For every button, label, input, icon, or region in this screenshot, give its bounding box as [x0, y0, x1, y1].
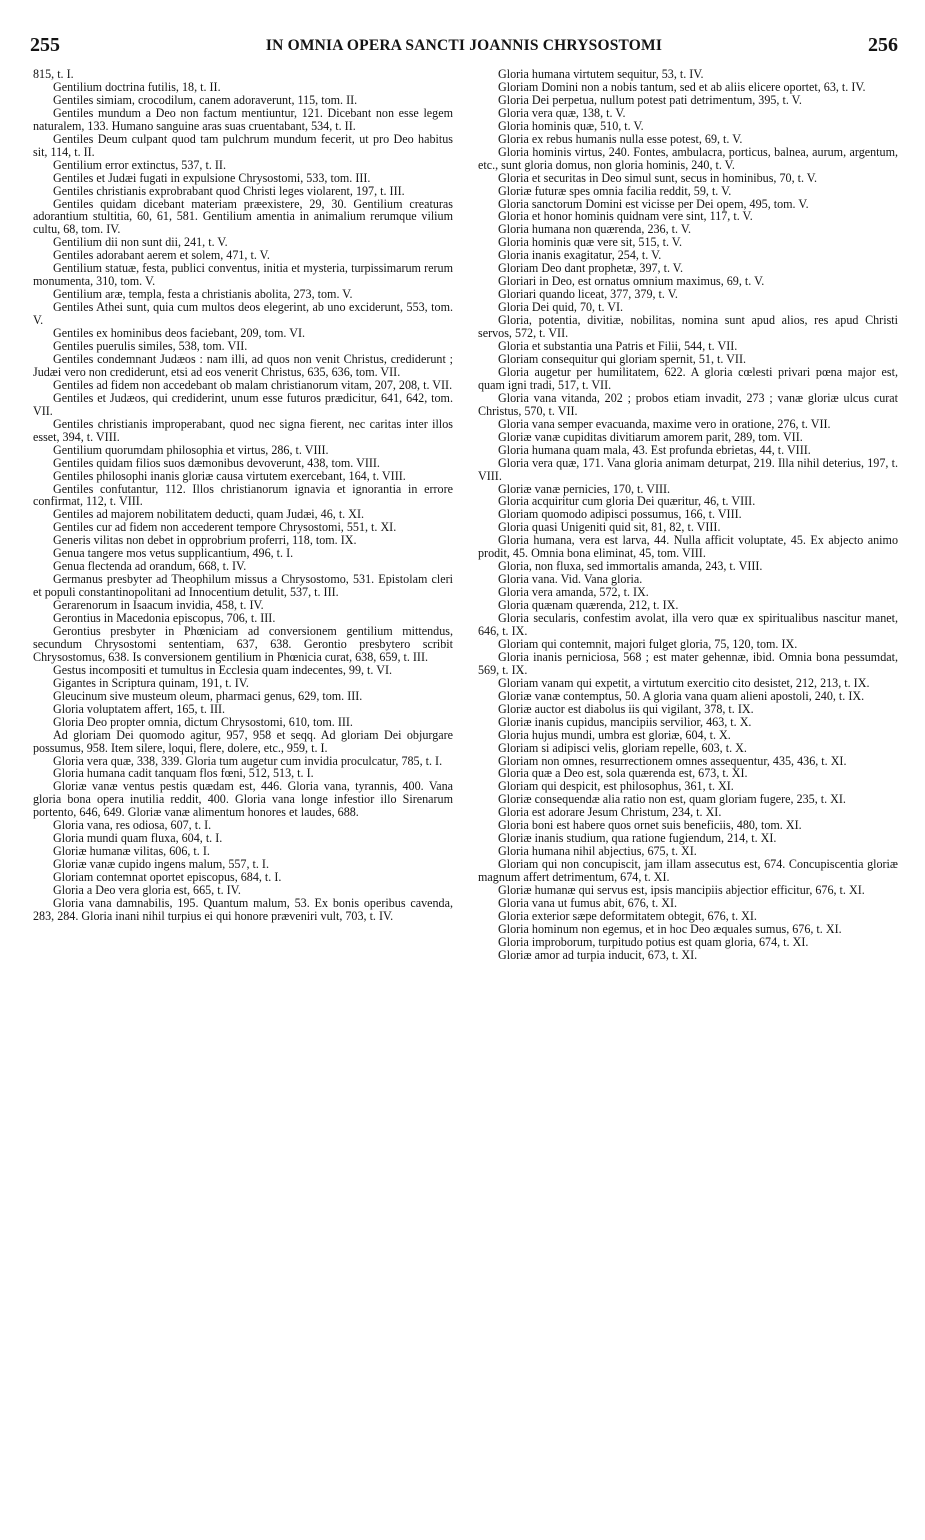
index-entry: Gloriæ vanæ cupido ingens malum, 557, t. I. [53, 857, 269, 872]
index-entry: Gloriæ consequendæ alia ratio non est, quam gloriam fugere, 235, t. XI. [498, 792, 846, 807]
index-entry: Gloria humana nihil abjectius, 675, t. XI. [498, 844, 697, 859]
index-entry: Gloriam consequitur qui gloriam spernit, 51, t. VII. [498, 351, 746, 366]
index-entry: Gloria humana quam mala, 43. Est profunda ebrietas, 44, t. VIII. [498, 442, 811, 457]
index-entry: Gloriam vanam qui expetit, a virtutum exercitio cito desistet, 212, 213, t. IX. [498, 675, 870, 690]
index-entry: Gloria est adorare Jesum Christum, 234, t. XI. [498, 805, 722, 820]
index-entry: Gloriam quomodo adipisci possumus, 166, t. VIII. [498, 507, 742, 522]
index-entry: Gloriæ vanæ ventus pestis quædam est, 446. Gloria vana, tyrannis, 400. Vana gloria bona opera inutilia reddit, 400. Gloria vana longe infestior illo Sirenarum portento, 646, 649. Gloriæ vanæ alimentum honores et laudes, 688. [33, 779, 453, 820]
index-entry: Gloriam Deo dant prophetæ, 397, t. V. [498, 261, 683, 276]
index-entry: Gloria vera amanda, 572, t. IX. [498, 585, 649, 600]
index-entry: Ad gloriam Dei quomodo agitur, 957, 958 et seqq. Ad gloriam Dei objurgare possumus, 958. Item silere, loqui, flere, dolere, etc., 959, t. I. [33, 727, 453, 755]
index-entry: Gloria hominum non egemus, et in hoc Deo æquales sumus, 676, t. XI. [498, 921, 842, 936]
index-entry: Gentiles quidam filios suos dæmonibus devoverunt, 438, tom. VIII. [53, 455, 380, 470]
index-entry: Gentiles puerulis similes, 538, tom. VII. [53, 339, 248, 354]
index-entry: Gentiles christianis improperabant, quod nec signa fierent, nec caritas inter illos esset, 394, t. VIII. [33, 416, 453, 444]
index-entry: Gloria hominis virtus, 240. Fontes, ambulacra, porticus, balnea, aurum, argentum, etc., sunt gloria domus, non gloria hominis, 240, t. V. [478, 144, 898, 172]
index-entry: Gloria ex rebus humanis nulla esse potest, 69, t. V. [498, 131, 743, 146]
running-header [30, 34, 898, 58]
index-entry: Gerarenorum in Isaacum invidia, 458, t. IV. [53, 598, 264, 613]
index-entry: Gentiles Deum culpant quod tam pulchrum mundum fecerit, ut pro Deo habitus sit, 114, t. II. [33, 131, 453, 159]
index-entry: Gerontius in Macedonia episcopus, 706, t. III. [53, 611, 276, 626]
index-entry: Gentilium error extinctus, 537, t. II. [53, 157, 226, 172]
index-entry: Gentiles adorabant aerem et solem, 471, t. V. [53, 248, 270, 263]
index-entry: Gloriari quando liceat, 377, 379, t. V. [498, 287, 678, 302]
index-entry: Genua flectenda ad orandum, 668, t. IV. [53, 559, 247, 574]
index-entry: Gestus incompositi et tumultus in Ecclesia quam indecentes, 99, t. VI. [53, 662, 393, 677]
index-entry: Gloria hominis quæ, 510, t. V. [498, 118, 644, 133]
index-entry: Gloria quæ a Deo est, sola quærenda est, 673, t. XI. [498, 766, 748, 781]
running-title: IN OMNIA OPERA SANCTI JOANNIS CHRYSOSTOMI [265, 37, 663, 54]
index-entry: Gloria quasi Unigeniti quid sit, 81, 82, t. VIII. [498, 520, 721, 535]
index-entry: Gloria et honor hominis quidnam vere sint, 117, t. V. [498, 209, 753, 224]
index-entry: Gentiles christianis exprobrabant quod Christi leges violarent, 197, t. III. [53, 183, 405, 198]
index-entry: Gloriæ humanæ qui servus est, ipsis mancipiis abjectior efficitur, 676, t. XI. [498, 883, 865, 898]
index-entry: Gentilium quorumdam philosophia et virtus, 286, t. VIII. [53, 442, 329, 457]
index-entry: Gentiles mundum a Deo non factum mentiuntur, 121. Dicebant non esse legem naturalem, 133. Humano sanguine aras suas cruentabant, 534, t. II. [33, 105, 453, 133]
index-entry: Gentiles ad majorem nobilitatem deducti, quam Judæi, 46, t. XI. [53, 507, 365, 522]
left-column [33, 68, 453, 1468]
index-entry: Gentilium statuæ, festa, publici conventus, initia et mysteria, turpissimarum rerum monumenta, 310, tom. V. [33, 261, 453, 289]
index-entry: Gloriæ auctor est diabolus iis qui vigilant, 378, t. IX. [498, 701, 754, 716]
index-entry: Gloriari in Deo, est ornatus omnium maximus, 69, t. V. [498, 274, 765, 289]
index-entry: Gloria vana vitanda, 202 ; probos etiam invadit, 273 ; vanæ gloriæ ulcus curat Christus, 570, t. VII. [478, 390, 898, 418]
index-entry: Gloriæ vanæ contemptus, 50. A gloria vana quam alieni apostoli, 240, t. IX. [498, 688, 865, 703]
index-entry: Germanus presbyter ad Theophilum missus a Chrysostomo, 531. Epistolam cleri et populi constantinopolitani ad Innocentium detulit, 537, t. III. [33, 572, 453, 600]
index-entry: Gloria improborum, turpitudo potius est quam gloria, 674, t. XI. [498, 934, 809, 949]
index-entry: Gentiles ex hominibus deos faciebant, 209, tom. VI. [53, 326, 306, 341]
index-entry: Gloriæ vanæ cupiditas divitiarum amorem parit, 289, tom. VII. [498, 429, 803, 444]
index-entry: Gloria boni est habere quos ornet suis beneficiis, 480, tom. XI. [498, 818, 802, 833]
page-number-left: 255 [30, 34, 60, 56]
right-column [478, 68, 898, 1468]
index-entry: Gloria a Deo vera gloria est, 665, t. IV. [53, 883, 241, 898]
index-entry: Gloria quænam quærenda, 212, t. IX. [498, 598, 679, 613]
index-entry: Gloria vana. Vid. Vana gloria. [498, 572, 643, 587]
index-entry: Gloria Dei quid, 70, t. VI. [498, 300, 624, 315]
index-entry: Gloria, non fluxa, sed immortalis amanda, 243, t. VIII. [498, 559, 763, 574]
index-entry: Gentiles philosophi inanis gloriæ causa virtutem exercebant, 164, t. VIII. [53, 468, 406, 483]
index-entry: Gloria Deo propter omnia, dictum Chrysostomi, 610, tom. III. [53, 714, 353, 729]
index-entry: Gloria vana semper evacuanda, maxime vero in oratione, 276, t. VII. [498, 416, 831, 431]
index-entry: Gentiles cur ad fidem non accederent tempore Chrysostomi, 551, t. XI. [53, 520, 397, 535]
index-entry: Gentiles et Judæi fugati in expulsione Chrysostomi, 533, tom. III. [53, 170, 371, 185]
index-entry: Gloria vera quæ, 138, t. V. [498, 105, 626, 120]
index-entry: Gloria Dei perpetua, nullum potest pati detrimentum, 395, t. V. [498, 92, 802, 107]
index-entry: Gloriæ futuræ spes omnia facilia reddit, 59, t. V. [498, 183, 732, 198]
index-entry: Gloriæ inanis studium, qua ratione fugiendum, 214, t. XI. [498, 831, 777, 846]
index-entry: Gentiles et Judæos, qui crediderint, unum esse futuros prædicitur, 641, 642, tom. VII. [33, 390, 453, 418]
index-entry: Gloria vana, res odiosa, 607, t. I. [53, 818, 212, 833]
index-entry: Genua tangere mos vetus supplicantium, 496, t. I. [53, 546, 294, 561]
index-entry: Gigantes in Scriptura quinam, 191, t. IV. [53, 675, 249, 690]
index-entry: Gentiles quidam dicebant materiam præexistere, 29, 30. Gentilium creaturas adorantium stultitia, 60, 61, 581. Gentilium amentia in animalium rerumque vilium cultu, 68, tom. IV. [33, 196, 453, 237]
index-entry: Gloria vana ut fumus abit, 676, t. XI. [498, 896, 678, 910]
index-entry: Gloria humana, vera est larva, 44. Nulla afficit voluptate, 45. Ex abjecto animo prodit, 45. Omnia bona eliminat, 45, tom. VIII. [478, 533, 898, 561]
index-entry: 815, t. I. [33, 68, 74, 81]
index-entry: Gloriam qui despicit, est philosophus, 361, t. XI. [498, 779, 734, 794]
index-entry: Gloria humana cadit tanquam flos fœni, 512, 513, t. I. [53, 766, 314, 781]
index-entry: Gloria humana non quærenda, 236, t. V. [498, 222, 692, 237]
index-entry: Gerontius presbyter in Phœniciam ad conversionem gentilium mittendus, secundum Chrysostomi sententiam, 637, 638. Gerontio presbytero scribit Chrysostomus, 638. Is conversionem gentilium in Phœnicia curat, 638, 659, t. III. [33, 623, 453, 664]
index-entry: Gentiles confutantur, 112. Illos christianorum ignavia et ignorantia in errore confirmat, 112, t. VIII. [33, 481, 453, 509]
index-entry: Gloria humana virtutem sequitur, 53, t. IV. [498, 68, 704, 81]
index-entry: Gloria acquiritur cum gloria Dei quæritur, 46, t. VIII. [498, 494, 756, 509]
index-entry: Gloriam qui non concupiscit, jam illam assecutus est, 674. Concupiscentia gloriæ magnum affert detrimentum, 674, t. XI. [478, 857, 898, 885]
page-number-right: 256 [868, 34, 898, 56]
index-entry: Gloriæ humanæ vilitas, 606, t. I. [53, 844, 210, 859]
index-entry: Gentilium doctrina futilis, 18, t. II. [53, 79, 221, 94]
index-entry: Gloria mundi quam fluxa, 604, t. I. [53, 831, 223, 846]
index-entry: Gloria inanis exagitatur, 254, t. V. [498, 248, 662, 263]
index-entry: Gloria hominis quæ vere sit, 515, t. V. [498, 235, 682, 250]
index-entry: Gloriam non omnes, resurrectionem omnes assequentur, 435, 436, t. XI. [498, 753, 847, 768]
index-entry: Gloriam Domini non a nobis tantum, sed et ab aliis elicere oportet, 63, t. IV. [498, 79, 866, 94]
index-entry: Gentiles Athei sunt, quia cum multos deos elegerint, ab uno exciderunt, 553, tom. V. [33, 300, 453, 328]
index-entry: Gloriam si adipisci velis, gloriam repelle, 603, t. X. [498, 740, 747, 755]
index-entry: Gloria exterior sæpe deformitatem obtegit, 676, t. XI. [498, 908, 757, 923]
index-entry: Gloria augetur per humilitatem, 622. A gloria cœlesti privari pœna major est, quam igni tradi, 517, t. VII. [478, 364, 898, 392]
index-entry: Gloria et securitas in Deo simul sunt, secus in hominibus, 70, t. V. [498, 170, 818, 185]
index-entry: Gentiles condemnant Judæos : nam illi, ad quos non venit Christus, crediderunt ; Judæi vero non crediderunt, etsi ad eos venerit Christus, 635, 636, tom. VII. [33, 351, 453, 379]
index-entry: Gentiles ad fidem non accedebant ob malam christianorum vitam, 207, 208, t. VII. [53, 377, 453, 392]
index-entry: Gloriæ amor ad turpia inducit, 673, t. XI. [498, 947, 698, 962]
index-entry: Gloria et substantia una Patris et Filii, 544, t. VII. [498, 339, 738, 354]
index-entry: Gleucinum sive musteum oleum, pharmaci genus, 629, tom. III. [53, 688, 363, 703]
index-entry: Gloria, potentia, divitiæ, nobilitas, nomina sunt apud alios, res apud Christi servos, 572, t. VII. [478, 313, 898, 341]
index-entry: Gloria hujus mundi, umbra est gloriæ, 604, t. X. [498, 727, 731, 742]
index-entry: Gloria sanctorum Domini est vicisse per Dei opem, 495, tom. V. [498, 196, 809, 211]
index-entry: Gloriam qui contemnit, majori fulget gloria, 75, 120, tom. IX. [498, 636, 798, 651]
index-entry: Gloriæ vanæ pernicies, 170, t. VIII. [498, 481, 671, 496]
index-entry: Gloria secularis, confestim avolat, illa vero quæ ex spiritualibus nascitur manet, 646, t. IX. [478, 611, 898, 638]
index-entry: Gloria vana damnabilis, 195. Quantum malum, 53. Ex bonis operibus cavenda, 283, 284. Gloria inani nihil turpius ei qui honore præveniri vult, 703, t. IV. [33, 896, 453, 923]
index-entry: Gentilium dii non sunt dii, 241, t. V. [53, 235, 228, 250]
index-entry: Gentiles simiam, crocodilum, canem adoraverunt, 115, tom. II. [53, 92, 358, 107]
index-entry: Gloriæ inanis cupidus, mancipiis servilior, 463, t. X. [498, 714, 752, 729]
index-entry: Gloriam contemnat oportet episcopus, 684, t. I. [53, 870, 282, 885]
index-entry: Gloria vera quæ, 171. Vana gloria animam deturpat, 219. Illa nihil deterius, 197, t. VIII. [478, 455, 898, 483]
index-entry: Gentilium aræ, templa, festa a christianis abolita, 273, tom. V. [53, 287, 353, 302]
index-entry: Gloria voluptatem affert, 165, t. III. [53, 701, 226, 716]
index-entry: Gloria vera quæ, 338, 339. Gloria tum augetur cum invidia proculcatur, 785, t. I. [53, 753, 443, 768]
index-entry: Generis vilitas non debet in opprobrium proferri, 118, tom. IX. [53, 533, 357, 548]
index-entry: Gloria inanis perniciosa, 568 ; est mater gehennæ, ibid. Omnia bona pessumdat, 569, t. IX. [478, 649, 898, 677]
